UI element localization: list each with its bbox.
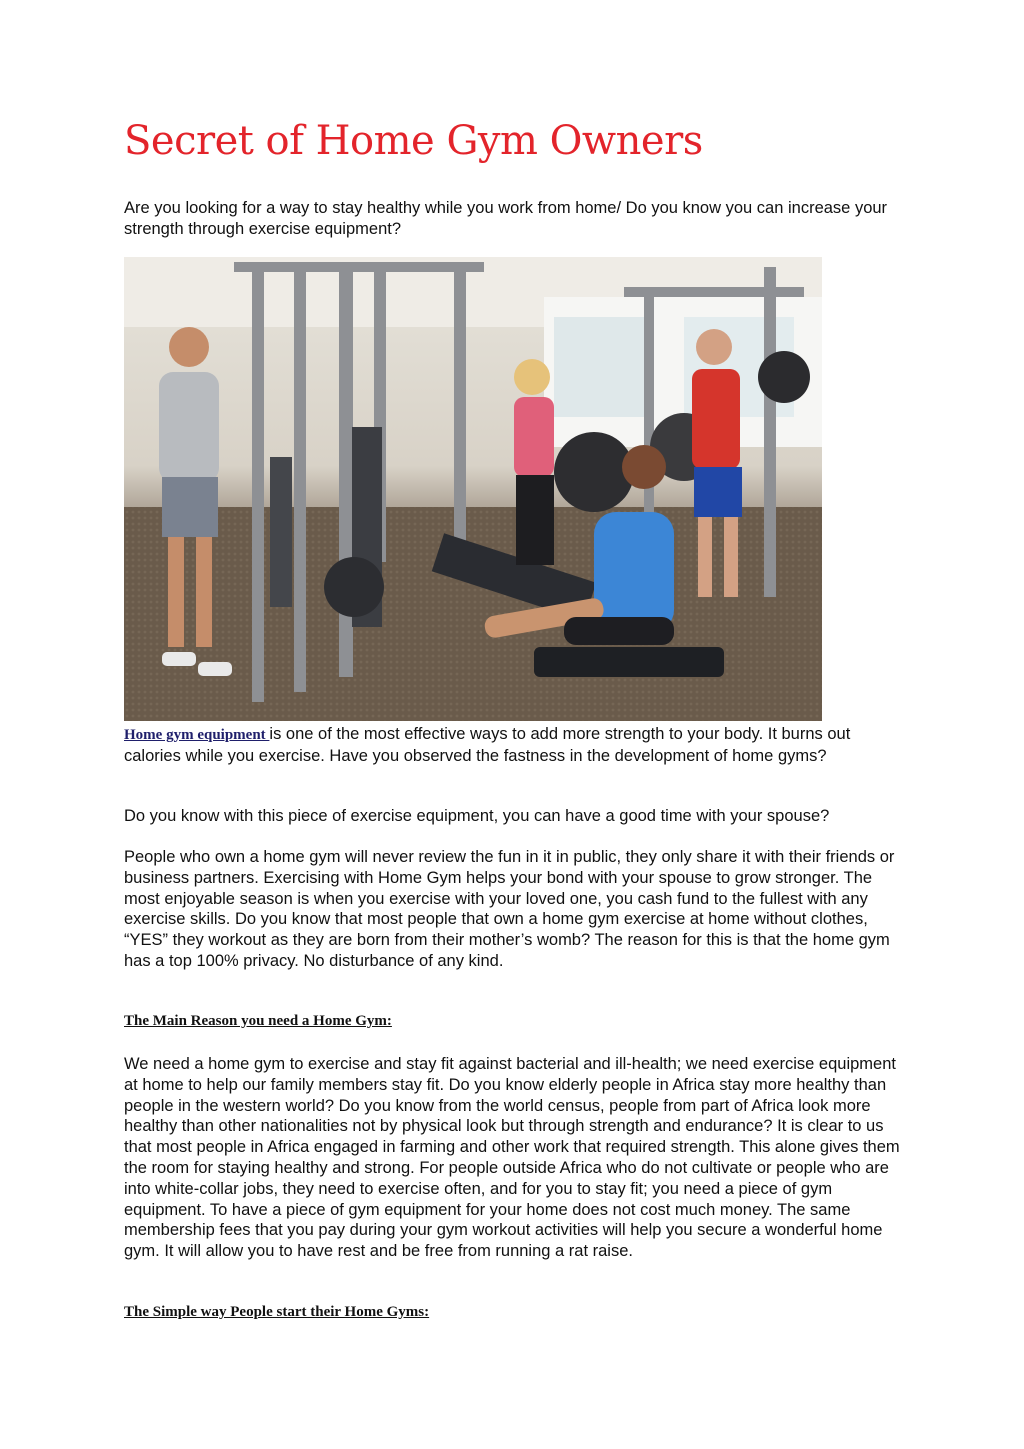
page-title: Secret of Home Gym Owners: [124, 118, 703, 164]
paragraph-home-gym-equipment: [124, 724, 899, 767]
home-gym-equipment-link[interactable]: Home gym equipment: [124, 727, 270, 743]
paragraph-home-gym-privacy: People who own a home gym will never review the fun in it in public, they only share it with their friends or business partners. Exercising with Home Gym helps your bond with your spouse to grow stronger. The most enjoyable season is when you exercise with your loved one, you cash fund to the fullest with any exercise skills. Do you know that most people that own a home gym exercise at home without clothes, “YES” they workout as they are born from their mother’s womb? The reason for this is that the home gym has a top 100% privacy. No disturbance of any kind.: [124, 848, 895, 970]
gym-photo: [124, 257, 822, 721]
heading-main-reason: The Main Reason you need a Home Gym:: [124, 1013, 392, 1029]
paragraph-spouse-question: Do you know with this piece of exercise equipment, you can have a good time with your spouse?: [124, 807, 830, 825]
intro-paragraph: Are you looking for a way to stay healthy while you work from home/ Do you know you can increase your strength through exercise equipment?: [124, 199, 888, 238]
paragraph-1-text: is one of the most effective ways to add more strength to your body. It burns out calories while you exercise. Have you observed the fastness in the development of home gyms?: [124, 725, 851, 765]
heading-simple-way: The Simple way People start their Home Gyms:: [124, 1304, 430, 1320]
paragraph-main-reason: We need a home gym to exercise and stay fit against bacterial and ill-health; we need exercise equipment at home to help our family members stay fit. Do you know elderly people in Africa stay more healthy than people in the western world? Do you know from the world census, people from part of Africa look more healthy than other nationalities not by physical look but through strength and endurance? It is clear to us that most people in Africa engaged in farming and other work that required strength. This alone gives them the room for staying healthy and strong. For people outside Africa who do not cultivate or people who are into white-collar jobs, they need to exercise often, and for you to stay fit; you need a piece of gym equipment. To have a piece of gym equipment for your home does not cost much money. The same membership fees that you pay during your gym workout activities will help you secure a wonderful home gym. It will allow you to have rest and be free from running a rat raise.: [124, 1055, 900, 1261]
